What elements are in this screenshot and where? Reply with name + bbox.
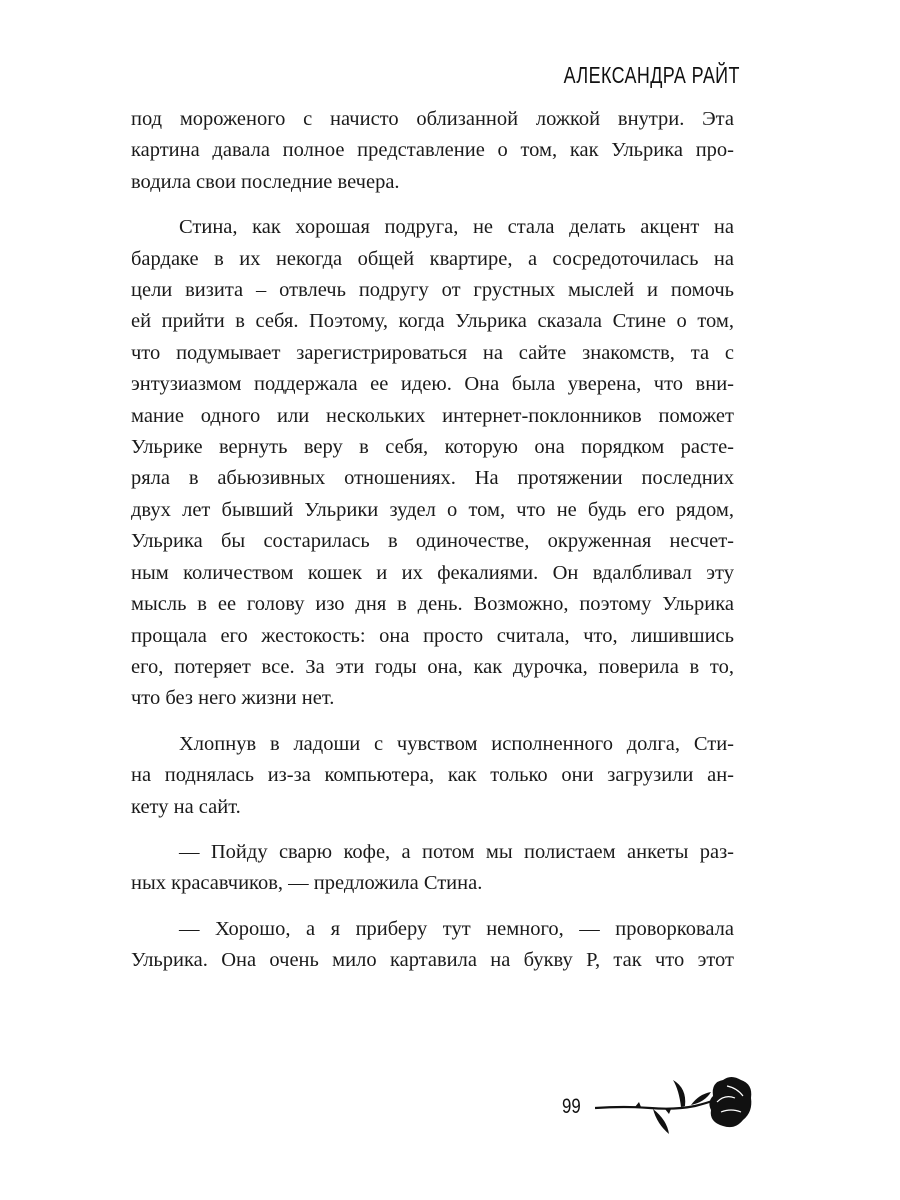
text-line: Ульрике вернуть веру в себя, которую она порядком расте- [131, 436, 734, 459]
text-line: ей прийти в себя. Поэтому, когда Ульрика сказала Стине о том, [131, 310, 734, 333]
text-line: энтузиазмом поддержала ее идею. Она была уверена, что вни- [131, 373, 734, 396]
text-line: под мороженого с начисто облизанной ложкой внутри. Эта [131, 108, 734, 130]
text-line: картина давала полное представление о том, как Ульрика про- [131, 139, 734, 162]
text-line: Ульрика. Она очень мило картавила на букву Р, так что этот [131, 949, 734, 972]
text-line: Стина, как хорошая подруга, не стала делать акцент на [179, 216, 734, 239]
paragraph [131, 212, 734, 715]
text-line: ряла в абьюзивных отношениях. На протяжении последних [131, 467, 734, 490]
text-line: двух лет бывший Ульрики зудел о том, что не будь его рядом, [131, 498, 734, 521]
paragraph [131, 837, 734, 900]
text-line: кету на сайт. [131, 795, 241, 818]
paragraph [131, 729, 734, 823]
text-line: его, потеряет все. За эти годы она, как дурочка, поверила в то, [131, 655, 734, 678]
running-head: АЛЕКСАНДРА РАЙТ [563, 62, 740, 88]
text-line: водила свои последние вечера. [131, 170, 400, 193]
text-line: на поднялась из-за компьютера, как только они загрузили ан- [131, 764, 734, 787]
page-number: 99 [562, 1095, 581, 1118]
text-line: что без него жизни нет. [131, 687, 335, 710]
text-line: ным количеством кошек и их фекалиями. Он вдалбливал эту [131, 561, 734, 584]
text-line: Ульрика бы состарилась в одиночестве, окруженная несчет- [131, 530, 734, 553]
text-line: мание одного или нескольких интернет-поклонников поможет [131, 404, 734, 427]
text-line: мысль в ее голову изо дня в день. Возможно, поэтому Ульрика [131, 593, 734, 616]
text-line: — Пойду сварю кофе, а потом мы полистаем анкеты раз- [179, 840, 734, 863]
text-line: бардаке в их некогда общей квартире, а сосредоточилась на [131, 247, 734, 270]
paragraph [131, 104, 734, 198]
text-line: — Хорошо, а я приберу тут немного, — проворковала [179, 917, 734, 940]
body-text [131, 104, 734, 991]
text-line: прощала его жестокость: она просто считала, что, лишившись [131, 624, 734, 647]
text-line: ных красавчиков, — предложила Стина. [131, 872, 483, 895]
text-line: цели визита – отвлечь подругу от грустных мыслей и помочь [131, 279, 734, 302]
text-line: что подумывает зарегистрироваться на сайте знакомств, та с [131, 341, 734, 364]
rose-icon [595, 1072, 755, 1142]
text-line: Хлопнув в ладоши с чувством исполненного долга, Сти- [179, 732, 734, 755]
paragraph [131, 914, 734, 977]
